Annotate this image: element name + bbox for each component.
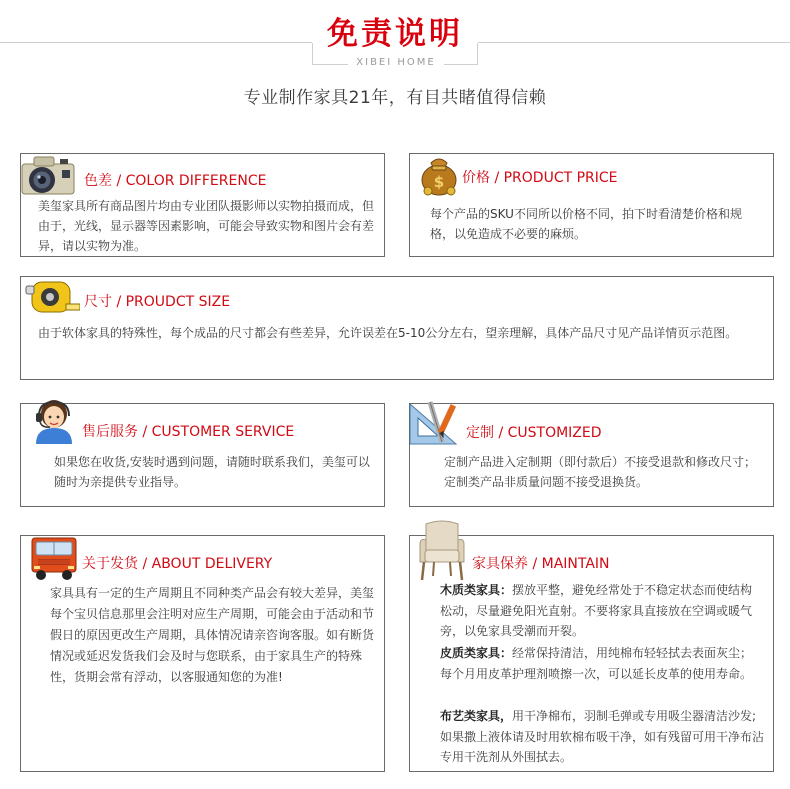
tape-measure-icon	[22, 274, 80, 318]
header-rule-left	[0, 42, 312, 43]
customer-service-title: 售后服务 / CUSTOMER SERVICE	[82, 424, 295, 440]
page-subtitle: XIBEI HOME	[356, 57, 436, 68]
camera-icon	[14, 152, 82, 196]
maintain-item-leather	[440, 643, 764, 684]
product-price-title: 价格 / PRODUCT PRICE	[462, 170, 618, 186]
armchair-icon	[416, 518, 468, 582]
maintain-item-label: 皮质类家具：	[440, 646, 513, 660]
maintain-item-text: 经常保持清洁，用纯棉布轻轻拭去表面灰尘；每个月用皮革护理剂喷擦一次，可以延长皮革的使用寿命。	[440, 646, 753, 681]
headset-agent-icon	[26, 394, 82, 444]
page-title: 免责说明	[327, 16, 463, 52]
maintain-item-wood	[440, 580, 764, 642]
about-delivery-text: 家具具有一定的生产周期且不同种类产品会有较大差异，美玺每个宝贝信息那里会注明对应生产周期，可能会由于活动和节假日的原因更改生产周期，具体情况请亲咨询客服。如有断货情况或延迟发货我们会及时与您联系，由于家具生产的特殊性，货期会常有浮动，以客服通知您的为准!	[50, 586, 375, 684]
maintain-item-text: 用干净棉布，羽制毛弹或专用吸尘器清洁沙发;如果撒上液体请及时用软棉布吸干净，如有残留可用干净布沾专用干洗剂从外围拭去。	[440, 709, 765, 764]
customized-title: 定制 / CUSTOMIZED	[466, 425, 602, 441]
svg-text:$: $	[433, 173, 445, 191]
truck-icon	[26, 532, 82, 582]
maintain-item-label: 木质类家具：	[440, 583, 513, 597]
money-bag-icon	[418, 146, 460, 196]
maintain-item-fabric	[440, 706, 764, 768]
product-size-text: 由于软体家具的特殊性，每个成品的尺寸都会有些差异，允许误差在5-10公分左右，望亲理解，具体产品尺寸见产品详情页示范图。	[38, 326, 738, 340]
maintain-item-label: 布艺类家具，	[440, 709, 513, 723]
maintain-item-text: 摆放平整，避免经常处于不稳定状态而使结构松动，尽量避免阳光直射。不要将家具直接放在空调或暖气旁，以免家具受潮而开裂。	[440, 583, 753, 638]
header-rule-right	[478, 42, 790, 43]
product-size-title: 尺寸 / PROUDCT SIZE	[84, 294, 231, 310]
maintain-title: 家具保养 / MAINTAIN	[472, 556, 610, 572]
product-price-text: 每个产品的SKU不同所以价格不同，拍下时看清楚价格和规格，以免造成不必要的麻烦。	[430, 207, 742, 241]
customer-service-text: 如果您在收货,安装时遇到问题，请随时联系我们，美玺可以随时为亲提供专业指导。	[54, 455, 370, 489]
header-underline-left	[312, 64, 348, 65]
customized-text: 定制产品进入定制期（即付款后）不接受退款和修改尺寸；定制类产品非质量问题不接受退换货。	[444, 455, 757, 489]
color-difference-title: 色差 / COLOR DIFFERENCE	[84, 173, 267, 189]
drafting-tools-icon	[404, 398, 462, 448]
tagline: 专业制作家具21年，有目共睹值得信赖	[243, 88, 547, 108]
color-difference-text: 美玺家具所有商品图片均由专业团队摄影师以实物拍摄而成，但由于，光线，显示器等因素影响，可能会导致实物和图片会有差异，请以实物为准。	[38, 199, 375, 253]
header-underline-right	[444, 64, 478, 65]
about-delivery-title: 关于发货 / ABOUT DELIVERY	[82, 556, 273, 572]
